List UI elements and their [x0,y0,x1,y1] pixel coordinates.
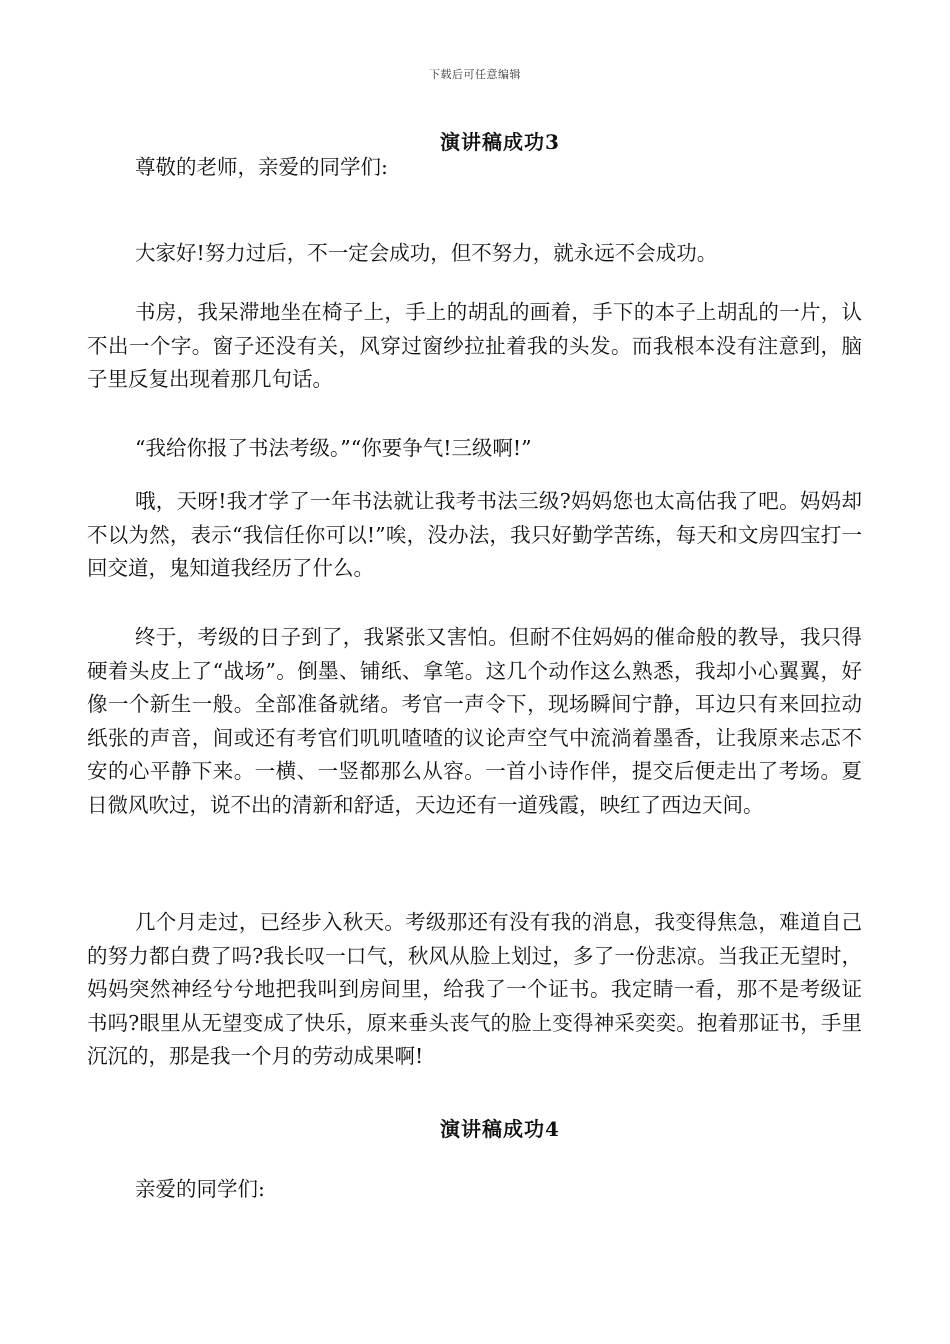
section-title: 演讲稿成功3 [440,130,560,154]
paragraph: “我给你报了书法考级。”“你要争气!三级啊!” [135,436,532,460]
section-title: 演讲稿成功4 [440,1117,560,1141]
paragraph: 书房，我呆滞地坐在椅子上，手上的胡乱的画着，手下的本子上胡乱的一片，认不出一个字。窗子还没有关，风穿过窗纱拉扯着我的头发。而我根本没有注意到，脑子里反复出现着那几句话。 [87,300,862,391]
paragraph: 哦，天呀!我才学了一年书法就让我考书法三级?妈妈您也太高估我了吧。妈妈却不以为然，表示“我信任你可以!”唉，没办法，我只好勤学苦练，每天和文房四宝打一回交道，鬼知道我经历了什么。 [87,489,862,580]
header-note: 下载后可任意编辑 [429,68,521,81]
paragraph: 亲爱的同学们: [135,1177,265,1201]
paragraph: 终于，考级的日子到了，我紧张又害怕。但耐不住妈妈的催命般的教导，我只得硬着头皮上了“战场”。倒墨、铺纸、拿笔。这几个动作这么熟悉，我却小心翼翼，好像一个新生一般。全部准备就绪。考官一声令下，现场瞬间宁静，耳边只有来回拉动纸张的声音，间或还有考官们叽叽喳喳的议论声空气中流淌着墨香，让我原来忐忑不安的心平静下来。一横、一竖都那么从容。一首小诗作伴，提交后便走出了考场。夏日微风吹过，说不出的清新和舒适，天边还有一道残霞，映红了西边天间。 [87,625,862,817]
paragraph: 几个月走过，已经步入秋天。考级那还有没有我的消息，我变得焦急，难道自己的努力都白费了吗?我长叹一口气，秋风从脸上划过，多了一份悲凉。当我正无望时，妈妈突然神经兮兮地把我叫到房间里，给我了一个证书。我定睛一看，那不是考级证书吗?眼里从无望变成了快乐，原来垂头丧气的脸上变得神采奕奕。抱着那证书，手里沉沉的，那是我一个月的劳动成果啊! [87,910,862,1068]
paragraph: 大家好!努力过后，不一定会成功，但不努力，就永远不会成功。 [135,241,718,265]
paragraph: 尊敬的老师，亲爱的同学们: [135,155,388,179]
